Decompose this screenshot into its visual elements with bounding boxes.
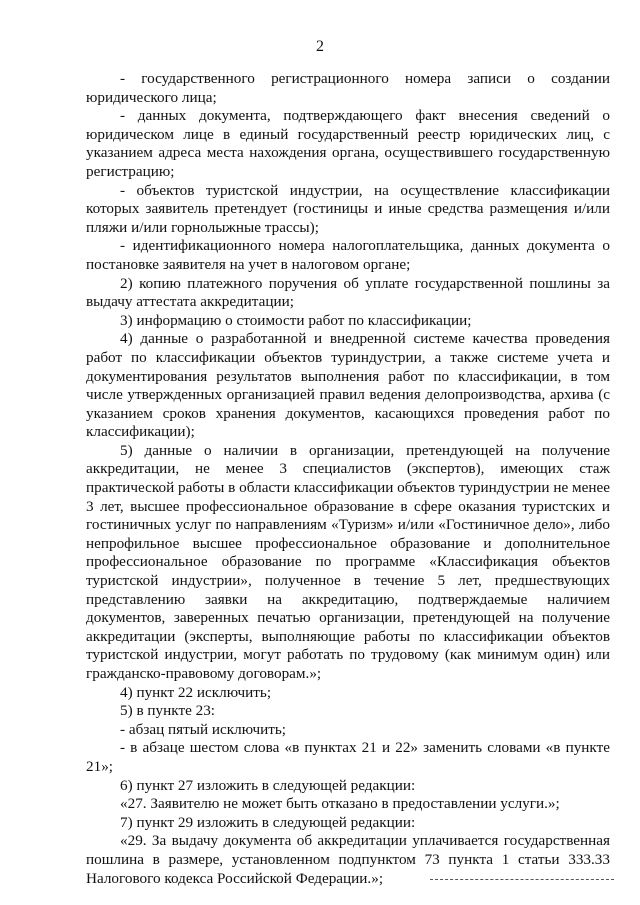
document-body (86, 70, 610, 888)
paragraph: 4) данные о разработанной и внедренной системе качества проведения работ по классификации объектов туриндустрии, а также системе учета и документирования результатов выполнения работ по классификации, в том числе утвержденных организацией правил ведения делопроизводства, архива (с указанием сроков хранения документов, касающихся проведения работ по классификации); (86, 330, 610, 441)
paragraph: 5) в пункте 23: (120, 702, 216, 720)
paragraph: 4) пункт 22 исключить; (120, 683, 272, 701)
paragraph: «27. Заявителю не может быть отказано в предоставлении услуги.»; (120, 795, 560, 813)
paragraph: «29. За выдачу документа об аккредитации уплачивается государственная пошлина в размере, установленном подпунктом 73 пункта 1 статьи 333.33 Налогового кодекса Российской Федерации.»; (86, 832, 610, 887)
footer-divider (430, 879, 614, 880)
paragraph: - данных документа, подтверждающего факт внесения сведений о юридическом лице в единый государственный реестр юридических лиц, с указанием адреса места нахождения органа, осуществившего государственную регистрацию; (86, 107, 610, 180)
paragraph: 3) информацию о стоимости работ по классификации; (120, 311, 472, 329)
paragraph: - в абзаце шестом слова «в пунктах 21 и 22» заменить словами «в пункте 21»; (86, 739, 610, 775)
paragraph: 5) данные о наличии в организации, претендующей на получение аккредитации, не менее 3 специалистов (экспертов), имеющих стаж практической работы в области классификации объектов туриндустрии не менее 3 лет, высшее профессиональное образование в сфере оказания туристских и гостиничных услуг по направлениям «Туризм» и/или «Гостиничное дело», либо непрофильное высшее профессиональное образование и дополнительное профессиональное образование по программе «Классификация объектов туристской индустрии», полученное в течение 5 лет, предшествующих представлению заявки на аккредитацию, подтверждаемые наличием документов, заверенных печатью организации, претендующей на получение аккредитации (эксперты, выполняющие работы по классификации объектов туристской индустрии, могут работать по трудовому (как минимум один) или гражданско-правовому договорам.»; (86, 441, 610, 682)
paragraph: - абзац пятый исключить; (120, 720, 287, 738)
paragraph: - идентификационного номера налогоплательщика, данных документа о постановке заявителя на учет в налоговом органе; (86, 237, 610, 273)
paragraph: 7) пункт 29 изложить в следующей редакции: (120, 813, 416, 831)
paragraph: - объектов туристской индустрии, на осуществление классификации которых заявитель претендует (гостиницы и иные средства размещения и/или пляжи и/или горнолыжные трассы); (86, 181, 610, 236)
page-number: 2 (316, 38, 324, 55)
paragraph: - государственного регистрационного номера записи о создании юридического лица; (86, 70, 610, 106)
paragraph: 2) копию платежного поручения об уплате государственной пошлины за выдачу аттестата аккредитации; (86, 274, 610, 311)
paragraph: 6) пункт 27 изложить в следующей редакции: (120, 776, 416, 794)
